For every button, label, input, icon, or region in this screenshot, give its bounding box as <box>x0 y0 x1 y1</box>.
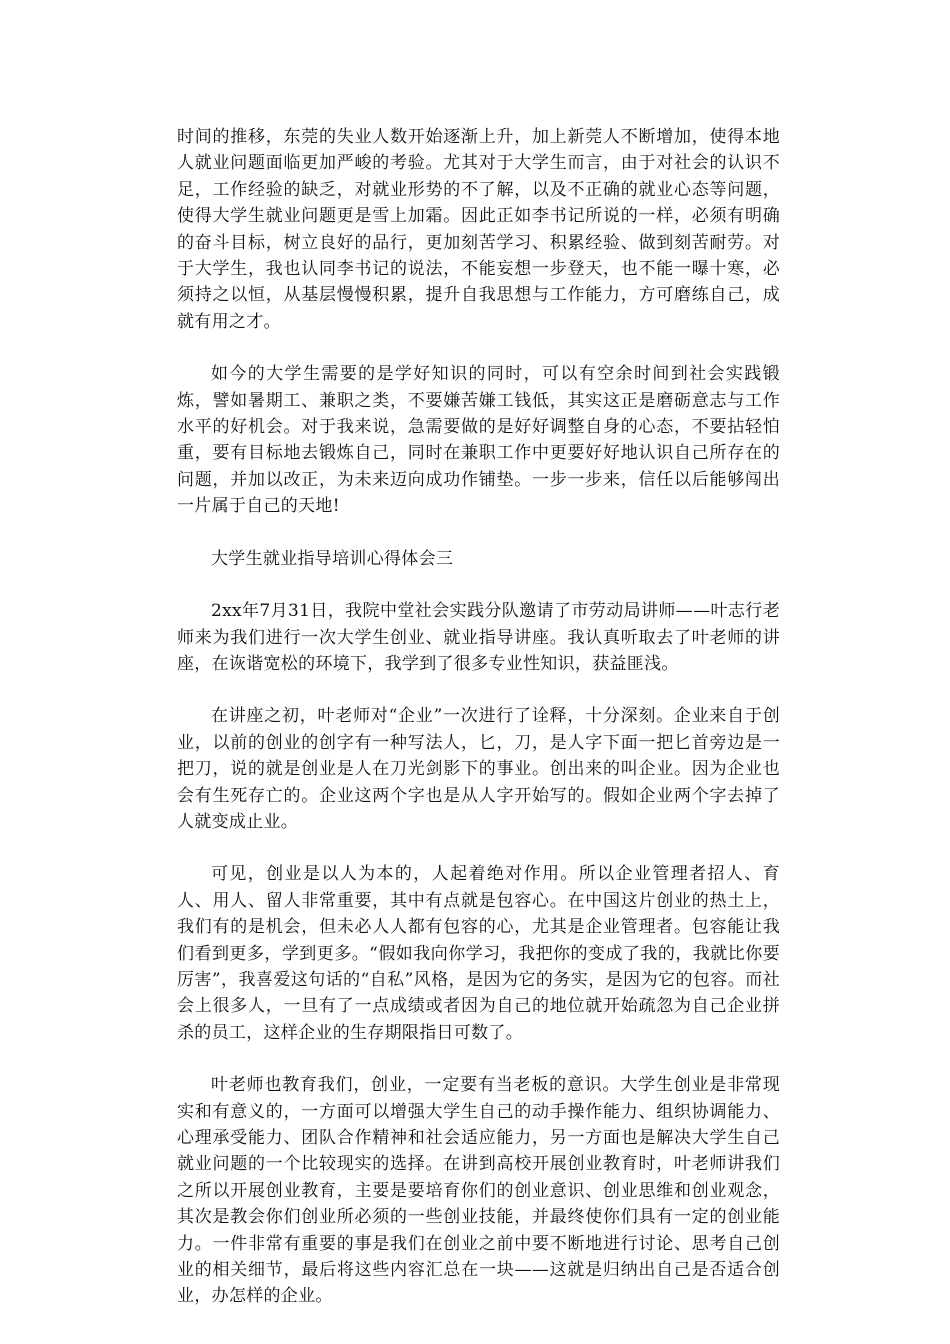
paragraph-continuation: 时间的推移，东莞的失业人数开始逐渐上升，加上新莞人不断增加，使得本地人就业问题面临更加严峻的考验。尤其对于大学生而言，由于对社会的认识不足，工作经验的缺乏，对就业形势的不了解，以及不正确的就业心态等问题，使得大学生就业问题更是雪上加霜。因此正如李书记所说的一样，必须有明确的奋斗目标，树立良好的品行，更加刻苦学习、积累经验、做到刻苦耐劳。对于大学生，我也认同李书记的说法，不能妄想一步登天，也不能一曝十寒，必须持之以恒，从基层慢慢积累，提升自我思想与工作能力，方可磨练自己，成就有用之才。 <box>177 127 780 332</box>
paragraph-enterprise-meaning: 在讲座之初，叶老师对“企业”一次进行了诠释，十分深刻。企业来自于创业，以前的创业的创字有一种写法人，匕，刀，是人字下面一把匕首旁边是一把刀，说的就是创业是人在刀光剑影下的事业。创出来的叫企业。因为企业也会有生死存亡的。企业这两个字也是从人字开始写的。假如企业两个字去掉了人就变成止业。 <box>177 706 780 832</box>
paragraph-people-oriented: 可见，创业是以人为本的，人起着绝对作用。所以企业管理者招人、育人、用人、留人非常重要，其中有点就是包容心。在中国这片创业的热土上，我们有的是机会，但未必人人都有包容的心，尤其是企业管理者。包容能让我们看到更多，学到更多。“假如我向你学习，我把你的变成了我的，我就比你要厉害”，我喜爱这句话的“自私”风格，是因为它的务实，是因为它的包容。而社会上很多人，一旦有了一点成绩或者因为自己的地位就开始疏忽为自己企业拼杀的员工，这样企业的生存期限指日可数了。 <box>177 864 780 1043</box>
paragraph-students-today: 如今的大学生需要的是学好知识的同时，可以有空余时间到社会实践锻炼，譬如暑期工、兼职之类，不要嫌苦嫌工钱低，其实这正是磨砺意志与工作水平的好机会。对于我来说，急需要做的是好好调整自身的心态，不要拈轻怕重，要有目标地去锻炼自己，同时在兼职工作中更要好好地认识自己所存在的问题，并加以改正，为未来迈向成功作铺垫。一步一步来，信任以后能够闯出一片属于自己的天地! <box>177 364 780 517</box>
paragraph-entrepreneurship-education: 叶老师也教育我们，创业，一定要有当老板的意识。大学生创业是非常现实和有意义的，一方面可以增强大学生自己的动手操作能力、组织协调能力、心理承受能力、团队合作精神和社会适应能力，另一方面也是解决大学生自己就业问题的一个比较现实的选择。在讲到高校开展创业教育时，叶老师讲我们之所以开展创业教育，主要是要培育你们的创业意识、创业思维和创业观念，其次是教会你们创业所必须的一些创业技能，并最终使你们具有一定的创业能力。一件非常有重要的事是我们在创业之前中要不断地进行讨论、思考自己创业的相关细节，最后将这些内容汇总在一块——这就是归纳出自己是否适合创业，办怎样的企业。 <box>177 1075 780 1307</box>
paragraph-lecture-intro: 2xx年7月31日，我院中堂社会实践分队邀请了市劳动局讲师——叶志行老师来为我们进行一次大学生创业、就业指导讲座。我认真听取去了叶老师的讲座，在诙谐宽松的环境下，我学到了很多专业性知识，获益匪浅。 <box>177 601 780 674</box>
section-heading: 大学生就业指导培训心得体会三 <box>211 548 454 569</box>
document-body <box>177 124 780 1336</box>
